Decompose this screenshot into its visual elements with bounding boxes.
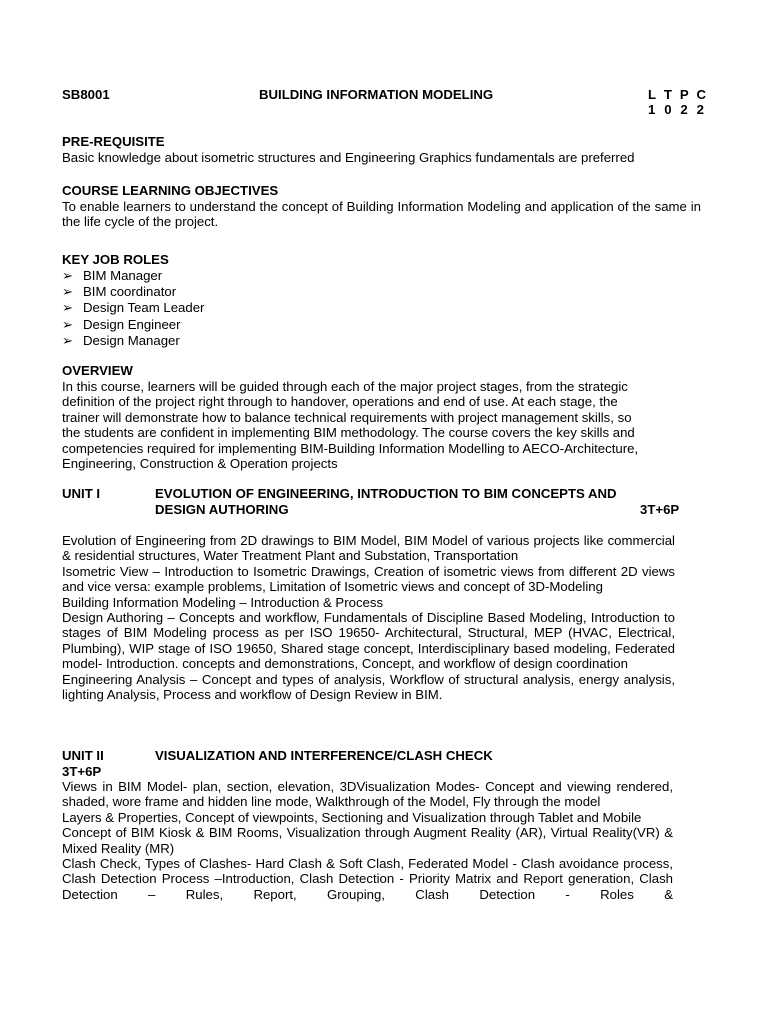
unit1-paragraph: Isometric View – Introduction to Isometric Drawings, Creation of isometric views from different 2D views and vice versa: example problems, Limitation of Isometric views and concept of 3D-Modeling — [62, 563, 675, 595]
arrow-bullet-icon: ➢ — [62, 332, 74, 348]
list-item: ➢ BIM Manager — [62, 268, 163, 283]
job-roles-heading: KEY JOB ROLES — [62, 252, 169, 267]
unit1-body — [62, 533, 675, 702]
unit2-paragraph: Concept of BIM Kiosk & BIM Rooms, Visualization through Augment Reality (AR), Virtual Reality(VR) & Mixed Reality (MR) — [62, 825, 673, 856]
unit1-label: UNIT I — [62, 486, 101, 501]
ltpc-values: 1 0 2 2 — [648, 102, 704, 117]
objectives-text: To enable learners to understand the concept of Building Information Modeling and application of the same in the life cycle of the project. — [62, 199, 701, 230]
list-item: ➢ Design Engineer — [62, 316, 181, 332]
arrow-bullet-icon: ➢ — [62, 284, 74, 300]
job-roles-list — [62, 268, 204, 349]
unit1-paragraph: Design Authoring – Concepts and workflow, Fundamentals of Discipline Based Modeling, Introduction to stages of BIM Modeling process as per ISO 19650- Architectural, Structural, MEP (HVAC, Electrical, Plumbing), WIP stage of ISO 19650, Shared stage concept, Interdisciplinary based modeling, Federated model- Introduction. concepts and demonstrations, Concept, and workflow of design coordination — [62, 610, 675, 672]
unit1-title-line2: DESIGN AUTHORING — [155, 502, 289, 517]
unit2-title: VISUALIZATION AND INTERFERENCE/CLASH CHECK — [155, 748, 493, 763]
list-item: ➢ Design Manager — [62, 332, 180, 348]
unit2-paragraph: Layers & Properties, Concept of viewpoints, Sectioning and Visualization through Tablet and Mobile — [62, 809, 642, 825]
prerequisite-text: Basic knowledge about isometric structures and Engineering Graphics fundamentals are preferred — [62, 150, 635, 165]
unit1-hours: 3T+6P — [640, 502, 680, 517]
list-item: ➢ BIM coordinator — [62, 284, 177, 300]
unit1-paragraph: Engineering Analysis – Concept and types of analysis, Workflow of structural analysis, energy analysis, lighting Analysis, Process and workflow of Design Review in BIM. — [62, 671, 675, 703]
unit2-body — [62, 779, 673, 902]
objectives-heading: COURSE LEARNING OBJECTIVES — [62, 183, 279, 198]
overview-heading: OVERVIEW — [62, 363, 133, 378]
arrow-bullet-icon: ➢ — [62, 268, 74, 283]
arrow-bullet-icon: ➢ — [62, 316, 74, 332]
overview-text: In this course, learners will be guided through each of the major project stages, from the strategic definition of the project right through to handover, operations and end of use. At each stage, the trainer will demonstrate how to balance technical requirements with project management skills, so the students are confident in implementing BIM methodology. The course covers the key skills and competencies required for implementing BIM-Building Information Modelling to AECO-Architecture, Engineering, Construction & Operation projects — [62, 379, 639, 472]
list-item: ➢ Design Team Leader — [62, 300, 205, 316]
prerequisite-heading: PRE-REQUISITE — [62, 134, 165, 149]
unit2-paragraph: Views in BIM Model- plan, section, elevation, 3DVisualization Modes- Concept and viewing rendered, shaded, wore frame and hidden line mode, Walkthrough of the Model, Fly through the model — [62, 779, 673, 810]
unit1-title: EVOLUTION OF ENGINEERING, INTRODUCTION TO BIM CONCEPTS AND — [155, 486, 617, 501]
course-title: BUILDING INFORMATION MODELING — [259, 87, 494, 102]
unit1-paragraph: Building Information Modeling – Introduction & Process — [62, 594, 384, 610]
unit2-label: UNIT II — [62, 748, 104, 763]
unit1-paragraph: Evolution of Engineering from 2D drawings to BIM Model, BIM Model of various projects like commercial & residential structures, Water Treatment Plant and Substation, Transportation — [62, 533, 675, 564]
course-code: SB8001 — [62, 87, 110, 102]
unit2-hours: 3T+6P — [62, 764, 102, 779]
unit2-paragraph: Clash Check, Types of Clashes- Hard Clash & Soft Clash, Federated Model - Clash avoidance process, Clash Detection Process –Introduction, Clash Detection - Priority Matrix and Report generation, Clash Detection – Rules, Report, Grouping, Clash Detection - Roles & — [62, 856, 673, 902]
ltpc-labels: L T P C — [648, 87, 706, 102]
arrow-bullet-icon: ➢ — [62, 300, 74, 316]
